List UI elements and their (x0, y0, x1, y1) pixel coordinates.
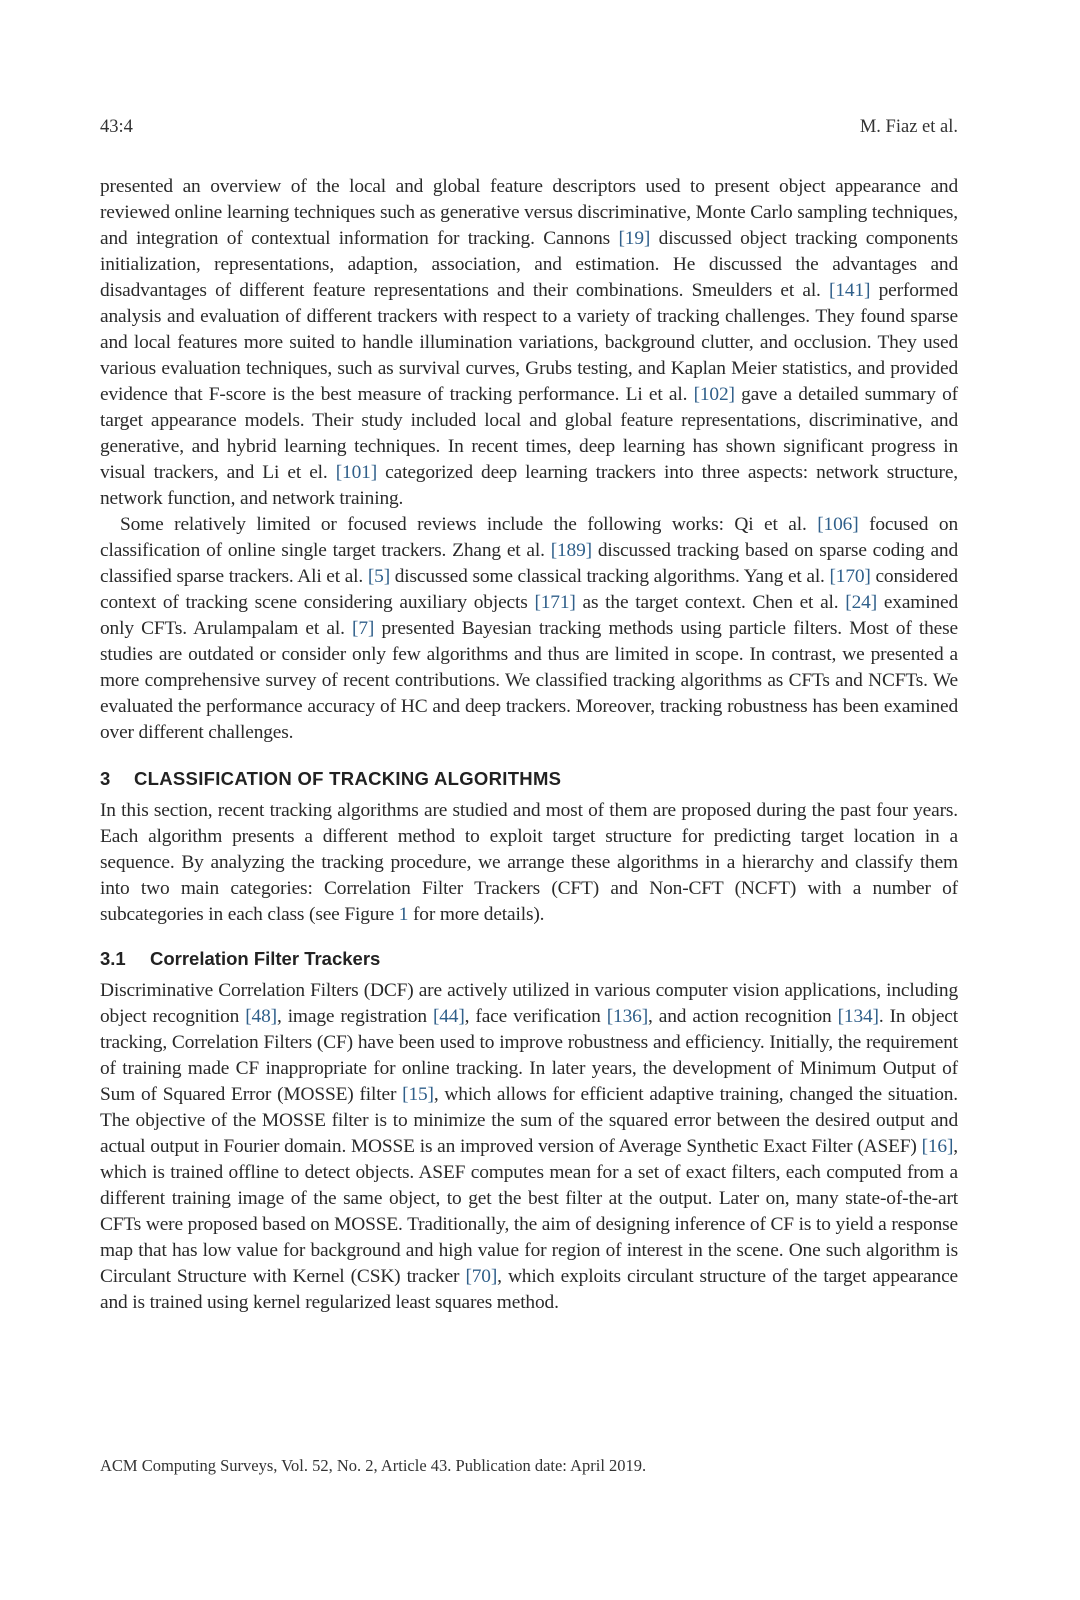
citation-link[interactable]: [102] (693, 384, 735, 405)
citation-link[interactable]: [16] (921, 1136, 954, 1157)
citation-link[interactable]: [7] (352, 618, 375, 639)
citation-link[interactable]: [70] (465, 1266, 498, 1287)
section-number: 3 (100, 768, 111, 789)
section-heading-3 (100, 766, 958, 792)
running-head (100, 117, 958, 147)
citation-link[interactable]: [106] (817, 514, 859, 535)
page-body (100, 174, 958, 1316)
citation-link[interactable]: [101] (335, 462, 378, 483)
citation-link[interactable]: [141] (829, 280, 871, 301)
citation-link[interactable]: [170] (829, 566, 871, 587)
citation-link[interactable]: [134] (837, 1006, 879, 1027)
citation-link[interactable]: [24] (845, 592, 878, 613)
subsection-title: Correlation Filter Trackers (150, 948, 381, 969)
running-head-authors: M. Fiaz et al. (859, 117, 958, 137)
page-footer: ACM Computing Surveys, Vol. 52, No. 2, Article 43. Publication date: April 2019. (100, 1456, 647, 1475)
paragraph-section-3-1: Discriminative Correlation Filters (DCF) are actively utilized in various computer vision applications, including object recognition [48], image registration [44], face verification [136], and action recognition [134]. In object tracking, Correlation Filters (CF) have been used to improve robustness and efficiency. Initially, the requirement of training made CF inappropriate for online tracking. In later years, the development of Minimum Output of Sum of Squared Error (MOSSE) filter [15], which allows for efficient adaptive training, changed the situation. The objective of the MOSSE filter is to minimize the sum of the squared error between the desired output and actual output in Fourier domain. MOSSE is an improved version of Average Synthetic Exact Filter (ASEF) [16], which is trained offline to detect objects. ASEF computes mean for a set of exact filters, each computed from a different training image of the same object, to get the best filter at the output. Later on, many state-of-the-art CFTs were proposed based on MOSSE. Traditionally, the aim of designing inference of CF is to yield a response map that has low value for background and high value for region of interest in the scene. One such algorithm is Circulant Structure with Kernel (CSK) tracker [70], which exploits circulant structure of the target appearance and is trained using kernel regularized least squares method. (100, 980, 959, 1313)
citation-link[interactable]: [19] (618, 228, 651, 249)
section-title: CLASSIFICATION OF TRACKING ALGORITHMS (134, 768, 562, 789)
paragraph-related-work-1: presented an overview of the local and global feature descriptors used to present object appearance and reviewed online learning techniques such as generative versus discriminative, Monte Carlo sampling techniques, and integration of contextual information for tracking. Cannons [19] discussed object tracking components initialization, representations, adaption, association, and estimation. He discussed the advantages and disadvantages of different feature representations and their combinations. Smeulders et al. [141] performed analysis and evaluation of different trackers with respect to a variety of tracking challenges. They found sparse and local features more suited to handle illumination variations, background clutter, and occlusion. They used various evaluation techniques, such as survival curves, Grubs testing, and Kaplan Meier statistics, and provided evidence that F-score is the best measure of tracking performance. Li et al. [102] gave a detailed summary of target appearance models. Their study included local and global feature representations, discriminative, and generative, and hybrid learning techniques. In recent times, deep learning has shown significant progress in visual trackers, and Li et el. [101] categorized deep learning trackers into three aspects: network structure, network function, and network training. (100, 176, 958, 509)
citation-link[interactable]: [44] (432, 1006, 465, 1027)
citation-link[interactable]: [15] (402, 1084, 434, 1105)
subsection-heading-3-1 (100, 946, 958, 972)
citation-link[interactable]: [171] (534, 592, 576, 613)
citation-link[interactable]: [136] (606, 1006, 649, 1027)
citation-link[interactable]: [48] (245, 1006, 277, 1027)
citation-link[interactable]: 1 (398, 904, 409, 925)
paragraph-related-work-2: Some relatively limited or focused reviews include the following works: Qi et al. [106] focused on classification of online single target trackers. Zhang et al. [189] discussed tracking based on sparse coding and classified sparse trackers. Ali et al. [5] discussed some classical tracking algorithms. Yang et al. [170] considered context of tracking scene considering auxiliary objects [171] as the target context. Chen et al. [24] examined only CFTs. Arulampalam et al. [7] presented Bayesian tracking methods using particle filters. Most of these studies are outdated or consider only few algorithms and thus are limited in scope. In contrast, we presented a more comprehensive survey of recent contributions. We classified tracking algorithms as CFTs and NCFTs. We evaluated the performance accuracy of HC and deep trackers. Moreover, tracking robustness has been examined over different challenges. (100, 514, 958, 743)
citation-link[interactable]: [5] (367, 566, 391, 587)
page-number: 43:4 (100, 117, 133, 137)
subsection-number: 3.1 (100, 948, 126, 969)
paragraph-section-3: In this section, recent tracking algorithms are studied and most of them are proposed during the past four years. Each algorithm presents a different method to exploit target structure for predicting target location in a sequence. By analyzing the tracking procedure, we arrange these algorithms in a hierarchy and classify them into two main categories: Correlation Filter Trackers (CFT) and Non-CFT (NCFT) with a number of subcategories in each class (see Figure 1 for more details). (100, 800, 958, 925)
citation-link[interactable]: [189] (550, 540, 592, 561)
